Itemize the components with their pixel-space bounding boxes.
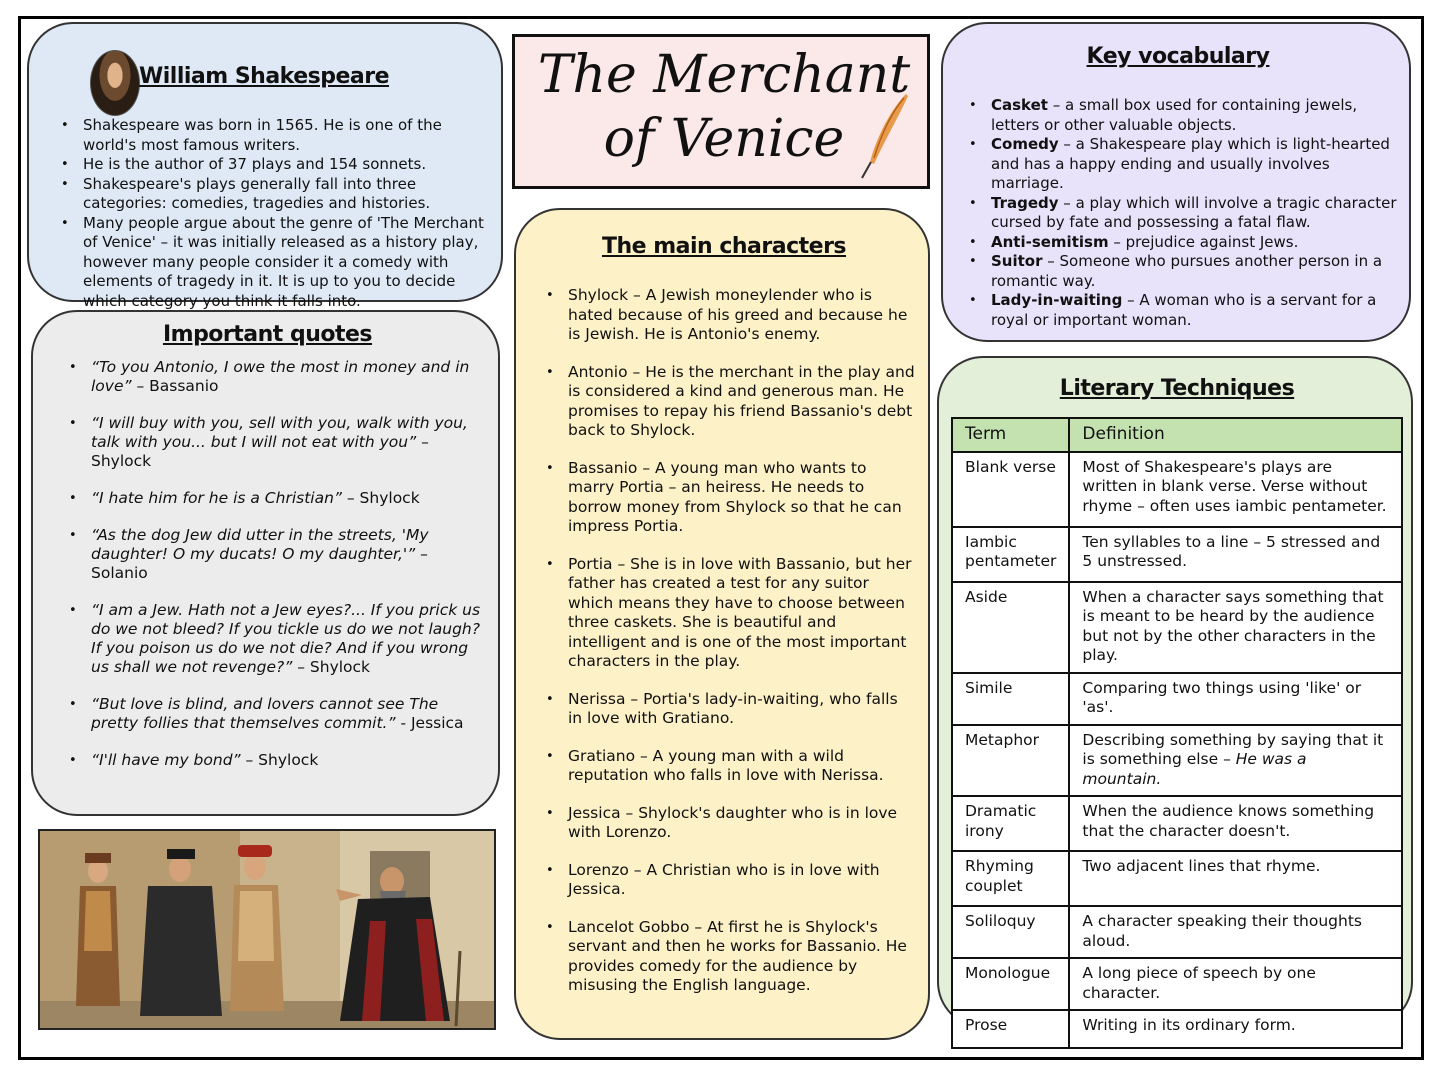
technique-term: Rhyming couplet	[952, 851, 1069, 906]
vocab-term: Lady-in-waiting	[991, 291, 1123, 309]
quote-item	[69, 358, 487, 396]
quote-text: “I am a Jew. Hath not a Jew eyes?... If you prick us do we not bleed? If you tickle us do we not laugh? If you poison us do we not die? And if you wrong us shall we not revenge?”	[91, 601, 481, 676]
vocabulary-panel	[941, 22, 1411, 342]
techniques-heading: Literary Techniques	[1059, 376, 1295, 401]
quote-speaker: – Shylock	[91, 433, 429, 470]
vocab-definition: – a Shakespeare play which is light-hearted and has a happy ending and usually involves marriage.	[991, 135, 1390, 192]
fact-item: • He is the author of 37 plays and 154 sonnets.	[61, 155, 491, 175]
table-row	[952, 958, 1402, 1010]
quotes-heading: Important quotes	[162, 322, 373, 347]
character-item: • Jessica – Shylock's daughter who is in love with Lorenzo.	[546, 804, 916, 843]
vocab-item	[969, 96, 1401, 135]
technique-term: Monologue	[952, 958, 1069, 1010]
technique-term: Blank verse	[952, 452, 1069, 527]
quote-item	[69, 695, 487, 733]
fact-item: • Shakespeare was born in 1565. He is one of the world's most famous writers.	[61, 116, 491, 155]
character-item: • Bassanio – A young man who wants to marry Portia – an heiress. He needs to borrow money from Shylock so that he can impress Portia.	[546, 459, 916, 537]
quill-icon	[856, 92, 912, 180]
character-item: • Shylock – A Jewish moneylender who is hated because of his greed and because he is Jewish. He is Antonio's enemy.	[546, 286, 916, 345]
vocabulary-list	[969, 96, 1401, 330]
table-row	[952, 796, 1402, 851]
table-row	[952, 527, 1402, 582]
character-item: • Gratiano – A young man with a wild reputation who falls in love with Nerissa.	[546, 747, 916, 786]
technique-definition: Comparing two things using 'like' or 'as'.	[1069, 673, 1402, 725]
table-row	[952, 582, 1402, 673]
table-header-row	[952, 418, 1402, 452]
quote-item	[69, 526, 487, 583]
character-item: • Lorenzo – A Christian who is in love with Jessica.	[546, 861, 916, 900]
quote-speaker: – Shylock	[292, 658, 371, 676]
fact-item: • Shakespeare's plays generally fall into three categories: comedies, tragedies and histories.	[61, 175, 491, 214]
technique-term: Metaphor	[952, 725, 1069, 797]
quote-item	[69, 751, 487, 770]
vocab-item	[969, 252, 1401, 291]
techniques-panel	[937, 356, 1413, 1034]
quote-text: “As the dog Jew did utter in the streets, 'My daughter! O my ducats! O my daughter,'”	[91, 526, 429, 563]
quote-text: “To you Antonio, I owe the most in money and in love”	[91, 358, 470, 395]
vocabulary-heading: Key vocabulary	[1086, 44, 1270, 69]
technique-definition: Ten syllables to a line – 5 stressed and 5 unstressed.	[1069, 527, 1402, 582]
vocab-definition: – prejudice against Jews.	[1108, 232, 1299, 251]
technique-term: Prose	[952, 1010, 1069, 1048]
technique-term: Soliloquy	[952, 906, 1069, 958]
technique-term: Aside	[952, 582, 1069, 673]
table-row	[952, 725, 1402, 797]
title-line-2: of Venice	[603, 109, 845, 169]
technique-definition: Most of Shakespeare's plays are written in blank verse. Verse without rhyme – often uses iambic pentameter.	[1069, 452, 1402, 527]
quote-speaker: – Solanio	[91, 545, 428, 582]
vocab-definition: – Someone who pursues another person in a romantic way.	[991, 252, 1383, 290]
techniques-table	[951, 417, 1403, 1049]
technique-term: Iambic pentameter	[952, 527, 1069, 582]
vocab-definition: – a play which will involve a tragic character cursed by fate and possessing a fatal flaw.	[991, 193, 1397, 231]
shakespeare-heading: William Shakespeare	[138, 64, 390, 89]
characters-list	[546, 286, 916, 1014]
vocab-item	[969, 194, 1401, 233]
vocab-definition: – a small box used for containing jewels, letters or other valuable objects.	[991, 96, 1358, 134]
vocab-term: Casket	[991, 96, 1048, 114]
character-item: • Nerissa – Portia's lady-in-waiting, who falls in love with Gratiano.	[546, 690, 916, 729]
quotes-list	[69, 358, 487, 788]
vocab-definition: – A woman who is a servant for a royal or important woman.	[991, 291, 1377, 329]
vocab-term: Suitor	[991, 252, 1043, 270]
table-row	[952, 673, 1402, 725]
column-header-term: Term	[952, 418, 1069, 452]
technique-definition: A long piece of speech by one character.	[1069, 958, 1402, 1010]
technique-definition: Writing in its ordinary form.	[1069, 1010, 1402, 1048]
technique-definition: A character speaking their thoughts aloud.	[1069, 906, 1402, 958]
quote-speaker: – Shylock	[240, 751, 319, 769]
metaphor-example: He was a mountain.	[1082, 750, 1307, 788]
painting-scene	[40, 831, 496, 1030]
painting-illustration	[38, 829, 496, 1030]
table-row	[952, 452, 1402, 527]
quote-speaker: – Shylock	[341, 489, 420, 507]
column-header-definition: Definition	[1069, 418, 1402, 452]
shakespeare-facts	[61, 116, 491, 311]
shakespeare-panel	[27, 22, 503, 310]
quote-speaker: - Jessica	[395, 714, 464, 732]
character-item: • Portia – She is in love with Bassanio, but her father has created a test for any suitor which means they have to choose between three caskets. She is beautiful and intelligent and is one of the most important characters in the play.	[546, 555, 916, 672]
quote-item	[69, 601, 487, 677]
vocab-term: Comedy	[991, 135, 1059, 153]
technique-definition: When the audience knows something that the character doesn't.	[1069, 796, 1402, 851]
character-item: • Lancelot Gobbo – At first he is Shylock's servant and then he works for Bassanio. He provides comedy for the audience by misusing the English language.	[546, 918, 916, 996]
vocab-term: Tragedy	[991, 193, 1059, 212]
quote-text: “I hate him for he is a Christian”	[91, 489, 342, 507]
characters-heading: The main characters	[601, 234, 847, 259]
quote-text: “But love is blind, and lovers cannot see The pretty follies that themselves commit.”	[91, 695, 439, 732]
quote-speaker: – Bassanio	[131, 377, 219, 395]
table-row	[952, 1010, 1402, 1048]
vocab-item	[969, 135, 1401, 194]
technique-definition: Two adjacent lines that rhyme.	[1069, 851, 1402, 906]
fact-item: • Many people argue about the genre of 'The Merchant of Venice' – it was initially released as a history play, however many people consider it a comedy with elements of tragedy in it. It is up to you to decide which category you think it falls into.	[61, 214, 491, 312]
quote-item	[69, 414, 487, 471]
quotes-panel	[31, 310, 500, 816]
character-item: • Antonio – He is the merchant in the play and is considered a kind and generous man. He promises to repay his friend Bassanio's debt back to Shylock.	[546, 363, 916, 441]
title-line-1: The Merchant	[537, 45, 911, 105]
quote-text: “I'll have my bond”	[91, 751, 241, 769]
table-row	[952, 851, 1402, 906]
vocab-item	[969, 291, 1401, 330]
vocab-item	[969, 233, 1401, 253]
technique-definition	[1069, 725, 1402, 797]
characters-panel	[514, 208, 930, 1040]
technique-term: Simile	[952, 673, 1069, 725]
technique-term: Dramatic irony	[952, 796, 1069, 851]
vocab-term: Anti-semitism	[991, 232, 1109, 251]
metaphor-definition: Describing something by saying that it is something else –	[1082, 730, 1384, 768]
quote-item	[69, 489, 487, 508]
technique-definition: When a character says something that is meant to be heard by the audience but not by the other characters in the play.	[1069, 582, 1402, 673]
quote-text: “I will buy with you, sell with you, walk with you, talk with you... but I will not eat with you”	[91, 414, 468, 451]
table-row	[952, 906, 1402, 958]
